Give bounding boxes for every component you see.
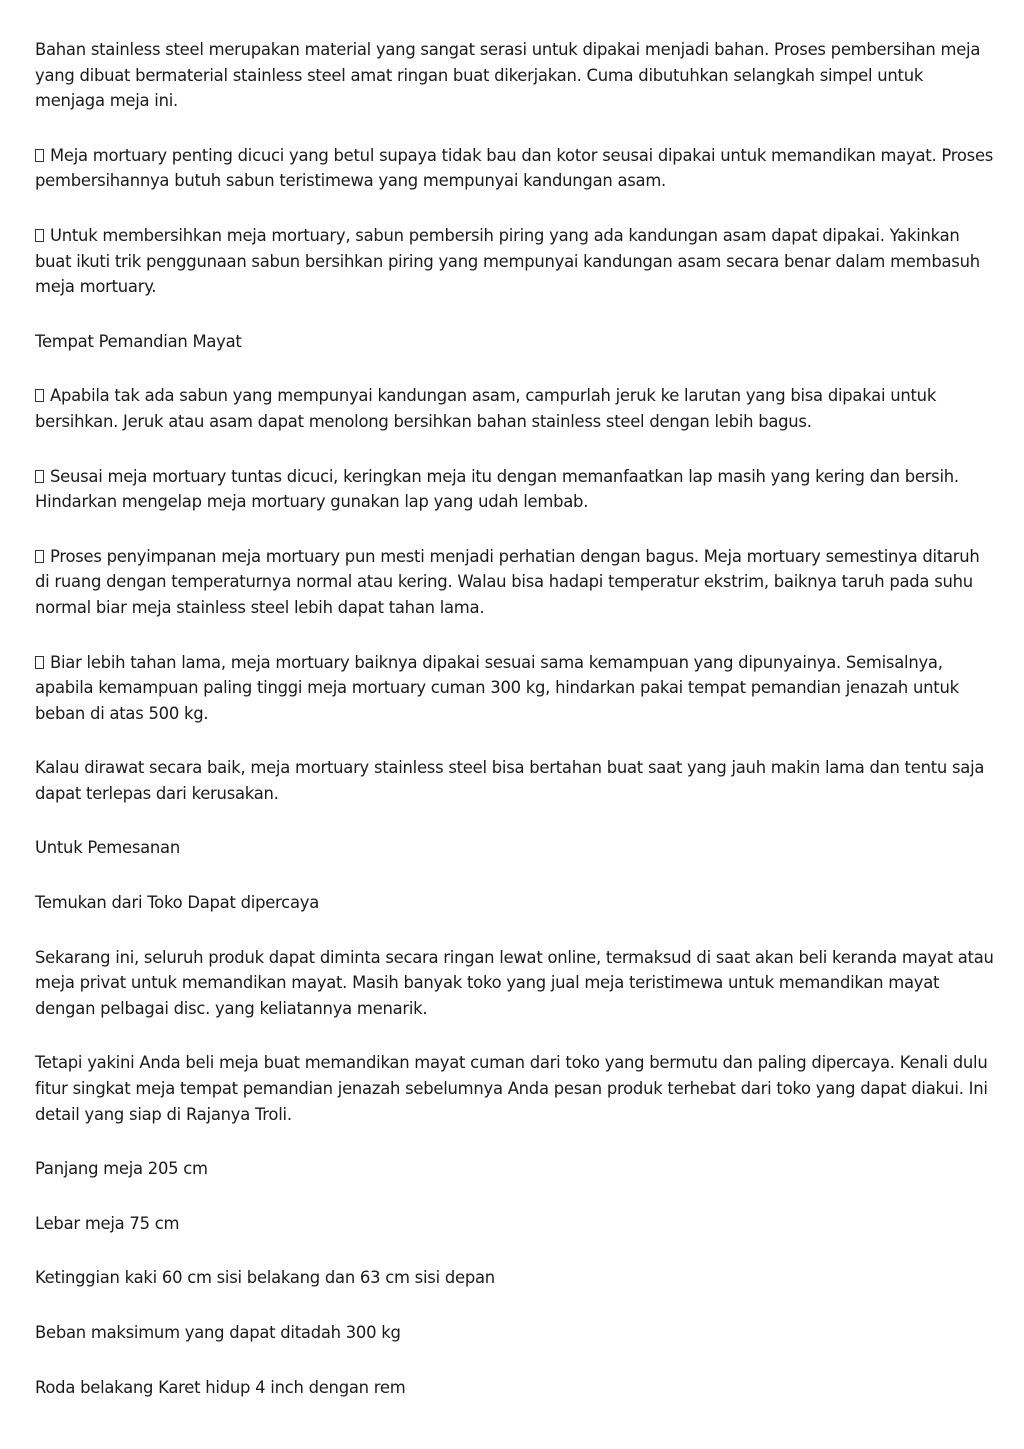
heading-toko-dipercaya: Temukan dari Toko Dapat dipercaya bbox=[35, 893, 319, 913]
bullet-paragraph-storage: Proses penyimpanan meja mortuary pun mesti menjadi perhatian dengan bagus. Meja mortuary semestinya ditaruh di ruang dengan temperaturnya normal atau kering. Walau bisa hadapi temperatur ekstrim, baiknya taruh pada suhu normal biar meja stainless steel lebih dapat tahan lama. bbox=[35, 546, 980, 617]
bullet-paragraph-capacity: Biar lebih tahan lama, meja mortuary baiknya dipakai sesuai sama kemampuan yang dipunyainya. Semisalnya, apabila kemampuan paling tinggi meja mortuary cuman 300 kg, hindarkan pakai tempat pemandian jenazah untuk beban di atas 500 kg. bbox=[35, 652, 959, 723]
spec-rear-wheels: Roda belakang Karet hidup 4 inch dengan rem bbox=[35, 1377, 406, 1397]
missing-glyph-bullet-icon bbox=[35, 389, 44, 402]
spec-leg-height: Ketinggian kaki 60 cm sisi belakang dan 63 cm sisi depan bbox=[35, 1268, 495, 1288]
bullet-paragraph-drying: Seusai meja mortuary tuntas dicuci, keringkan meja itu dengan memanfaatkan lap masih yang kering dan bersih. Hindarkan mengelap meja mortuary gunakan lap yang udah lembab. bbox=[35, 466, 959, 512]
bullet-paragraph-soap: Untuk membersihkan meja mortuary, sabun pembersih piring yang ada kandungan asam dapat dipakai. Yakinkan buat ikuti trik penggunaan sabun bersihkan piring yang mempunyai kandungan asam secara benar dalam membasuh meja mortuary. bbox=[35, 225, 980, 297]
bullet-paragraph-citrus: Apabila tak ada sabun yang mempunyai kandungan asam, campurlah jeruk ke larutan yang bisa dipakai untuk bersihkan. Jeruk atau asam dapat menolong bersihkan bahan stainless steel dengan lebih bagus. bbox=[35, 386, 937, 431]
missing-glyph-bullet-icon bbox=[35, 149, 44, 162]
paragraph-intro: Bahan stainless steel merupakan material yang sangat serasi untuk dipakai menjadi bahan. Proses pembersihan meja yang dibuat bermaterial stainless steel amat ringan buat dikerjakan. Cuma dibutuhkan selangkah simpel untuk menjaga meja ini. bbox=[35, 40, 981, 111]
missing-glyph-bullet-icon bbox=[35, 470, 44, 483]
document-page bbox=[35, 37, 995, 1429]
spec-width: Lebar meja 75 cm bbox=[35, 1213, 180, 1233]
bullet-paragraph-cleaning: Meja mortuary penting dicuci yang betul supaya tidak bau dan kotor seusai dipakai untuk memandikan mayat. Proses pembersihannya butuh sabun teristimewa yang mempunyai kandungan asam. bbox=[35, 145, 994, 191]
paragraph-online-ordering: Sekarang ini, seluruh produk dapat diminta secara ringan lewat online, termaksud di saat akan beli keranda mayat atau meja privat untuk memandikan mayat. Masih banyak toko yang jual meja teristimewa untuk memandikan mayat dengan pelbagai disc. yang keliatannya menarik. bbox=[35, 947, 994, 1018]
paragraph-trusted-store: Tetapi yakini Anda beli meja buat memandikan mayat cuman dari toko yang bermutu dan paling dipercaya. Kenali dulu fitur singkat meja tempat pemandian jenazah sebelumnya Anda pesan produk terhebat dari toko yang dapat diakui. Ini detail yang siap di Rajanya Troli. bbox=[35, 1053, 988, 1124]
heading-untuk-pemesanan: Untuk Pemesanan bbox=[35, 838, 180, 858]
heading-tempat-pemandian: Tempat Pemandian Mayat bbox=[35, 331, 242, 351]
missing-glyph-bullet-icon bbox=[35, 229, 44, 242]
spec-length: Panjang meja 205 cm bbox=[35, 1159, 208, 1179]
spec-max-load: Beban maksimum yang dapat ditadah 300 kg bbox=[35, 1323, 401, 1342]
missing-glyph-bullet-icon bbox=[35, 656, 44, 669]
missing-glyph-bullet-icon bbox=[35, 550, 44, 563]
paragraph-care-summary: Kalau dirawat secara baik, meja mortuary stainless steel bisa bertahan buat saat yang jauh makin lama dan tentu saja dapat terlepas dari kerusakan. bbox=[35, 758, 985, 803]
